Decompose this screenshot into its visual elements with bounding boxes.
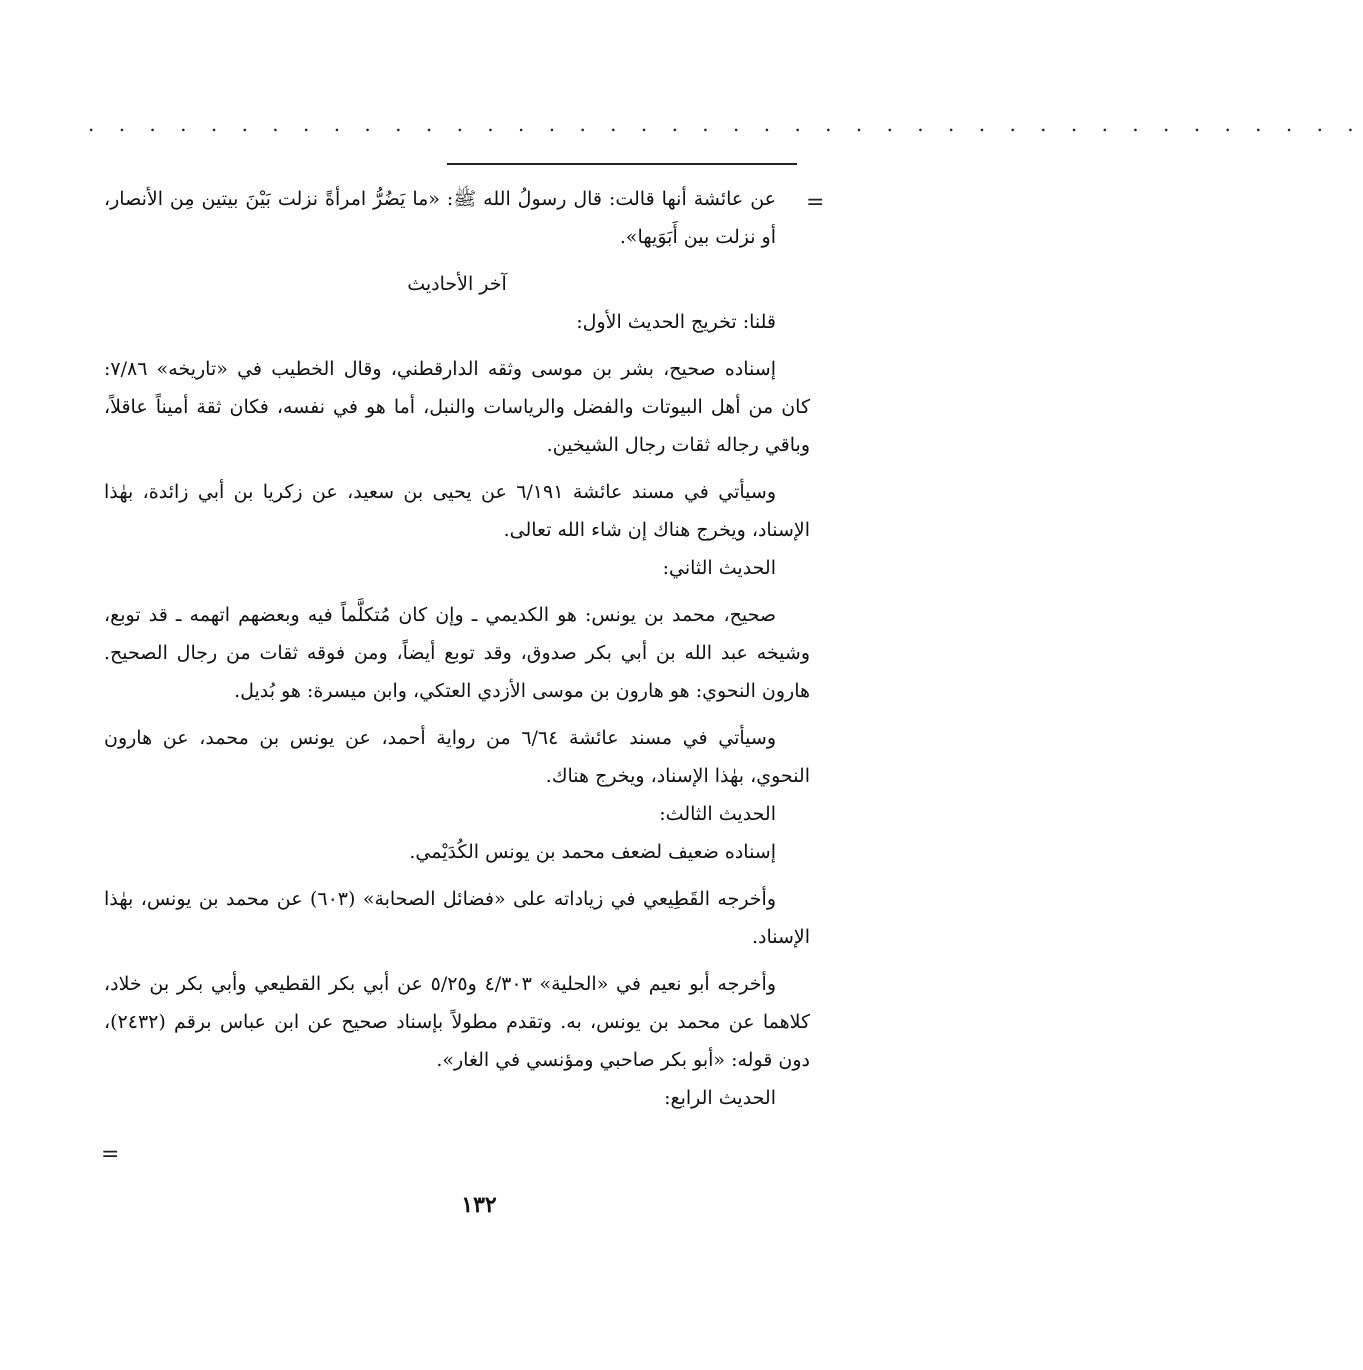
hadith-label-fourth: الحديث الرابع:: [664, 1087, 776, 1109]
paragraph-third-1: إسناده ضعيف لضعف محمد بن يونس الكُدَيْمي.: [409, 841, 776, 863]
continuation-mark-bottom: =: [101, 1142, 120, 1167]
page-number: ١٣٢: [461, 1192, 497, 1218]
page-body: [104, 180, 810, 1117]
footnote-separator-dots: . . . . . . . . . . . . . . . . . . . . . . . . . . . . . . . . . . . . . . . . . .: [88, 112, 1363, 136]
continuation-mark-top: =: [806, 190, 825, 215]
hadith-label-third: الحديث الثالث:: [659, 803, 776, 825]
paragraph-first-1: إسناده صحيح، بشر بن موسى وثقه الدارقطني، وقال الخطيب في «تاريخه» ٧/٨٦: كان من أهل البيوتات والفضل والرياسات والنبل، أما هو في نفسه، فكان ثقة أميناً عاقلاً، وباقي رجاله ثقات رجال الشيخين.: [104, 358, 810, 456]
footnote-continuation: عن عائشة أنها قالت: قال رسولُ الله ﷺ: «ما يَضُرُّ امرأةً نزلت بَيْنَ بيتين مِن الأنصار، أو نزلت بين أَبَوَيها».: [104, 188, 776, 248]
hadith-label-second: الحديث الثاني:: [662, 557, 776, 579]
footnote-rule: [447, 163, 797, 165]
paragraph-third-3: وأخرجه أبو نعيم في «الحلية» ٤/٣٠٣ و٥/٢٥ عن أبي بكر القطيعي وأبي بكر بن خلاد، كلاهما عن محمد بن يونس، به. وتقدم مطولاً بإسناد صحيح عن ابن عباس برقم (٢٤٣٢)، دون قوله: «أبو بكر صاحبي ومؤنسي في الغار».: [104, 973, 810, 1071]
paragraph-second-1: صحيح، محمد بن يونس: هو الكديمي ـ وإن كان مُتكلَّماً فيه وبعضهم اتهمه ـ قد توبع، وشيخه عبد الله بن أبي بكر صدوق، وقد توبع أيضاً، ومن فوقه ثقات من رجال الصحيح. هارون النحوي: هو هارون بن موسى الأزدي العتكي، وابن ميسرة: هو بُديل.: [104, 604, 810, 702]
paragraph-second-2: وسيأتي في مسند عائشة ٦/٦٤ من رواية أحمد، عن يونس بن محمد، عن هارون النحوي، بهٰذا الإسناد، ويخرج هناك.: [104, 727, 810, 787]
hadith-label-first: قلنا: تخريج الحديث الأول:: [576, 311, 776, 333]
paragraph-third-2: وأخرجه القَطِيعي في زياداته على «فضائل الصحابة» (٦٠٣) عن محمد بن يونس، بهٰذا الإسناد.: [104, 888, 810, 948]
section-heading: آخر الأحاديث: [407, 273, 507, 295]
paragraph-first-2: وسيأتي في مسند عائشة ٦/١٩١ عن يحيى بن سعيد، عن زكريا بن أبي زائدة، بهٰذا الإسناد، ويخرج هناك إن شاء الله تعالى.: [104, 481, 810, 541]
